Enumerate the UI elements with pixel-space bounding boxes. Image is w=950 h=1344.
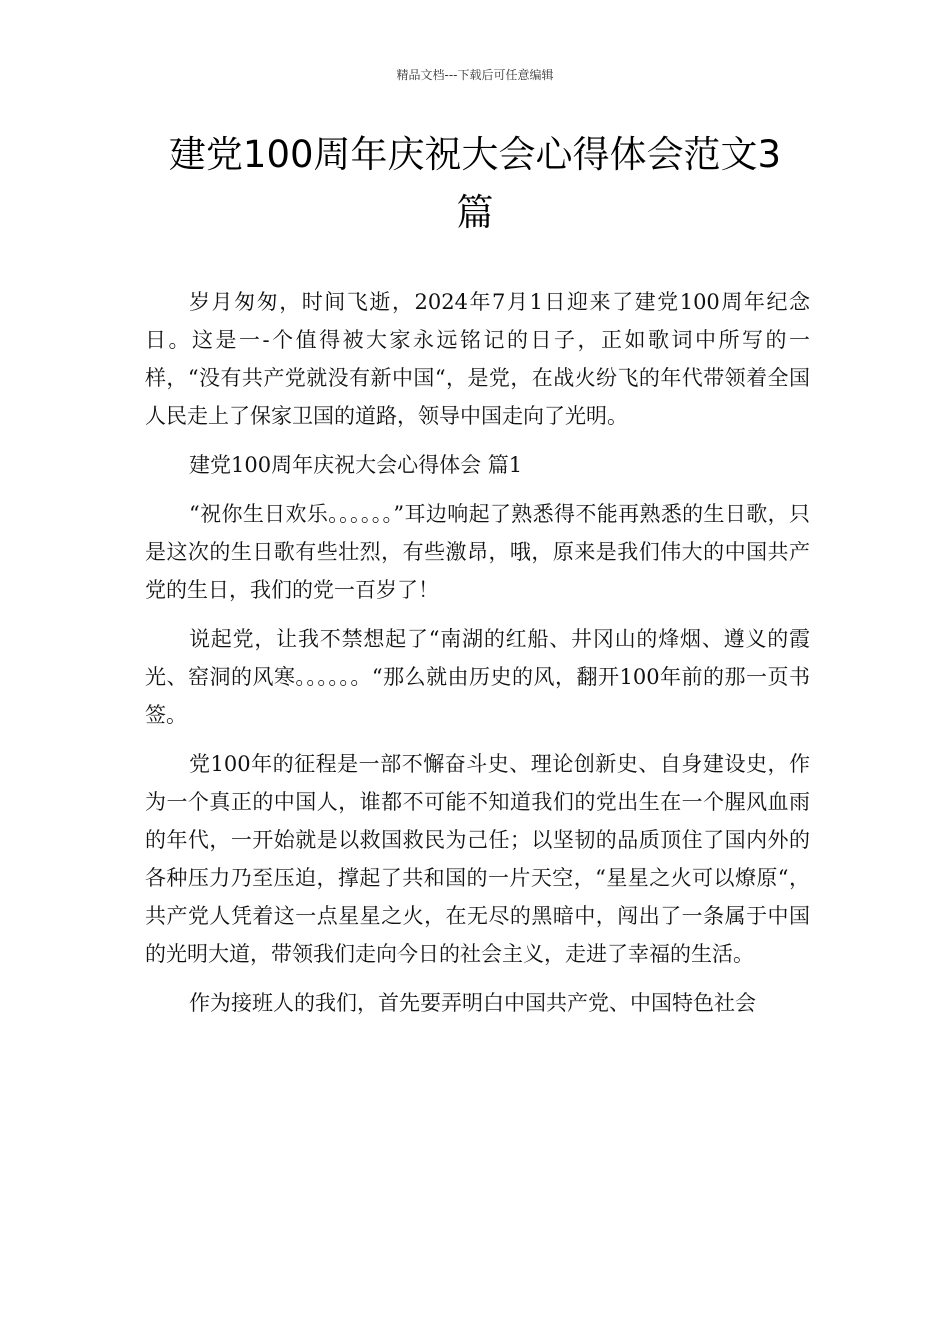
document-title xyxy=(145,126,805,242)
intro-paragraph: 岁月匆匆，时间飞逝，2024年7月1日迎来了建党100周年纪念日。这是一-个值得被大家永远铭记的日子，正如歌词中所写的一样，“没有共产党就没有新中国“，是党，在战火纷飞的年代带领着全国人民走上了保家卫国的道路，领导中国走向了光明。 xyxy=(145,290,810,428)
section-heading: 建党100周年庆祝大会心得体会 篇1 xyxy=(189,453,523,477)
body-paragraph: 作为接班人的我们，首先要弄明白中国共产党、中国特色社会 xyxy=(189,991,756,1015)
document-body xyxy=(145,283,810,1033)
body-paragraph: 说起党，让我不禁想起了“南湖的红船、井冈山的烽烟、遵义的霞光、窑洞的风寒。。。。。。“那么就由历史的风，翻开100年前的那一页书签。 xyxy=(145,627,810,727)
body-paragraph: 党100年的征程是一部不懈奋斗史、理论创新史、自身建设史，作为一个真正的中国人，谁都不可能不知道我们的党出生在一个腥风血雨的年代，一开始就是以救国救民为己任；以坚韧的品质顶住了国内外的各种压力乃至压迫，撑起了共和国的一片天空，“星星之火可以燎原“，共产党人凭着这一点星星之火，在无尽的黑暗中，闯出了一条属于中国的光明大道，带领我们走向今日的社会主义，走进了幸福的生活。 xyxy=(145,752,810,966)
header-note: 精品文档---下载后可任意编辑 xyxy=(396,68,554,82)
title-line-1: 建党100周年庆祝大会心得体会范文3 xyxy=(168,133,782,176)
title-line-2: 篇 xyxy=(456,191,494,234)
body-paragraph: “祝你生日欢乐。。。。。。”耳边响起了熟悉得不能再熟悉的生日歌，只是这次的生日歌有些壮烈，有些激昂，哦，原来是我们伟大的中国共产党的生日，我们的党一百岁了！ xyxy=(145,502,810,602)
